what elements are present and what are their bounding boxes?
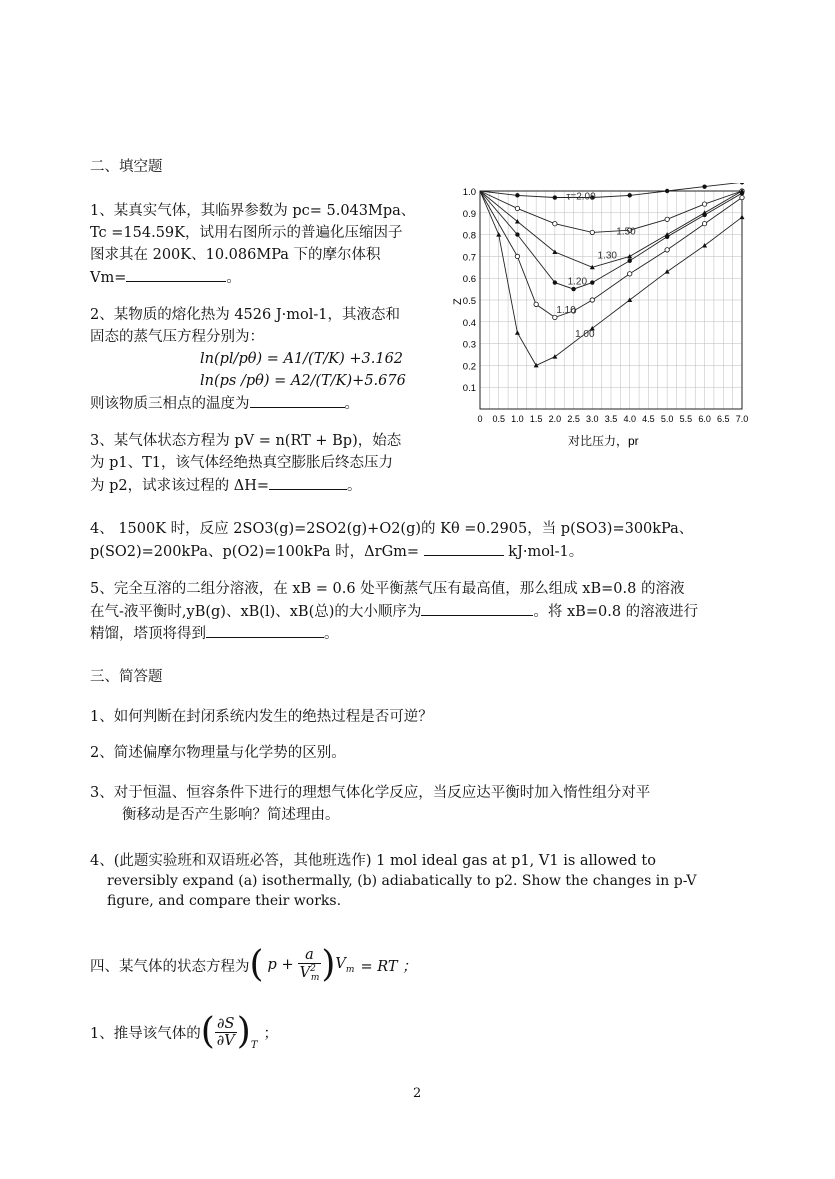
- curve-label: τ=2.00: [566, 191, 596, 203]
- x-tick-label: 0: [477, 414, 483, 424]
- x-tick-labels: [477, 414, 748, 424]
- q1-period: 。: [226, 270, 241, 286]
- eq-rhs: = RT ；: [360, 958, 417, 975]
- x-tick-label: 0.5: [492, 414, 505, 424]
- left-paren: (: [249, 944, 264, 985]
- short-answer-1: 1、如何判断在封闭系统内发生的绝热过程是否可逆？: [90, 709, 433, 725]
- q1-answer-blank[interactable]: [126, 267, 226, 282]
- short-answer-3-line2: 衡移动是否产生影响？简述理由。: [122, 807, 340, 823]
- data-point: [702, 213, 706, 217]
- q2-answer-blank[interactable]: [250, 393, 345, 408]
- right-paren: ): [236, 1011, 251, 1052]
- data-point: [515, 254, 519, 258]
- q1-line3: 图求其在 200K、10.086MPa 下的摩尔体积: [90, 247, 381, 263]
- section-4-q1-prompt: 1、推导该气体的: [90, 1025, 201, 1042]
- left-paren: (: [200, 1011, 215, 1052]
- partial-denominator: ∂V: [216, 1032, 235, 1049]
- section-4-q1-end: ；: [263, 1025, 278, 1042]
- eq-numerator: a: [298, 947, 322, 964]
- curve-label: 1.00: [575, 329, 595, 341]
- q2-line1: 2、某物质的熔化热为 4526 J·mol-1，其液态和: [90, 307, 401, 323]
- short-answer-4-line1: 4、(此题实验班和双语班必答，其他班选作) 1 mol ideal gas at p1, V1 is allowed to: [90, 853, 656, 869]
- q3-answer-blank[interactable]: [269, 475, 347, 490]
- data-point: [553, 222, 557, 226]
- data-point: [628, 272, 632, 276]
- q3-period: 。: [347, 478, 362, 494]
- x-tick-label: 5.0: [660, 414, 674, 424]
- q4-prompt: p(SO2)=200kPa、p(O2)=100kPa 时，ΔrGm=: [90, 544, 420, 560]
- data-point: [740, 195, 744, 199]
- x-tick-label: 3.5: [604, 414, 618, 424]
- q2-equation-liquid: ln(pl/pθ) = A1/(T/K) +3.162: [200, 351, 404, 367]
- y-tick-label: 1.0: [462, 187, 476, 198]
- data-point: [553, 195, 557, 199]
- q2-period: 。: [344, 396, 359, 412]
- q5-prompt2: 精馏，塔顶将得到: [90, 626, 206, 642]
- x-axis-label: 对比压力，pr: [568, 434, 639, 448]
- q5-line2: [90, 601, 698, 623]
- data-point: [515, 232, 519, 236]
- q3-line3: [90, 475, 362, 497]
- x-tick-label: 5.5: [679, 414, 693, 424]
- chart-curves: [480, 183, 745, 367]
- q5-mid: 。将 xB=0.8 的溶液进行: [533, 604, 699, 620]
- partial-numerator: ∂S: [215, 1016, 237, 1033]
- eq-vm: $V_m$: [335, 955, 355, 975]
- section-2-heading: 二、填空题: [90, 159, 163, 175]
- data-point: [515, 330, 520, 335]
- curve-label: 1.20: [567, 276, 588, 288]
- data-point: [590, 230, 594, 234]
- data-point: [628, 259, 632, 263]
- data-point: [515, 193, 519, 197]
- q5-prompt1: 在气-液平衡时,yB(g)、xB(l)、xB(总)的大小顺序为: [90, 604, 422, 620]
- data-point: [515, 206, 519, 210]
- q1-line2: Tc =154.59K，试用右图所示的普遍化压缩因子: [90, 225, 403, 241]
- data-point: [702, 184, 706, 188]
- x-tick-label: 2.5: [567, 414, 580, 424]
- eq-fraction: [298, 947, 322, 984]
- q5-line3: [90, 623, 339, 645]
- q2-line3: [90, 393, 359, 415]
- data-point: [627, 254, 632, 259]
- q3-prompt: 为 p2，试求该过程的 ΔH=: [90, 478, 269, 494]
- curve-label: 1.10: [556, 305, 576, 317]
- y-tick-label: 0.4: [462, 317, 476, 329]
- y-tick-label: 0.2: [462, 361, 476, 373]
- q5-answer-blank1[interactable]: [421, 601, 533, 616]
- data-point: [590, 298, 594, 302]
- y-tick-label: 0.3: [462, 339, 476, 351]
- q4-line2: [90, 541, 583, 563]
- x-tick-label: 1.0: [511, 414, 524, 424]
- section-3-heading: 三、简答题: [90, 669, 163, 685]
- short-answer-3-line1: 3、对于恒温、恒容条件下进行的理想气体化学反应，当反应达平衡时加入惰性组分对平: [90, 785, 651, 801]
- partial-derivative: [215, 1016, 237, 1049]
- data-point: [590, 280, 594, 284]
- curve-label: 1.30: [597, 250, 617, 262]
- data-point: [665, 269, 670, 274]
- short-answer-4-line3: figure, and compare their works.: [107, 893, 342, 909]
- y-tick-label: 0.6: [462, 274, 476, 286]
- y-tick-label: 0.5: [462, 296, 476, 307]
- y-tick-label: 0.8: [462, 230, 476, 242]
- section-4-heading: 四、某气体的状态方程为: [90, 958, 250, 975]
- short-answer-4-line2: reversibly expand (a) isothermally, (b) adiabatically to p2. Show the changes in p-V: [107, 873, 697, 889]
- q4-line1: 4、 1500K 时，反应 2SO3(g)=2SO2(g)+O2(g)的 Kθ =0.2905，当 p(SO3)=300kPa、: [90, 521, 694, 537]
- data-point: [740, 215, 745, 220]
- data-point: [665, 217, 669, 221]
- data-point: [553, 280, 557, 284]
- data-point: [534, 302, 538, 306]
- page-number: 2: [413, 1086, 422, 1101]
- x-tick-label: 4.0: [623, 414, 636, 424]
- section-4-line: [90, 935, 417, 995]
- data-point: [702, 202, 706, 206]
- y-tick-label: 0.9: [462, 208, 476, 220]
- data-point: [740, 183, 744, 184]
- x-tick-label: 2.0: [548, 414, 562, 424]
- q1-line1: 1、某真实气体，其临界参数为 pc= 5.043Mpa、: [90, 203, 416, 219]
- q5-answer-blank2[interactable]: [206, 623, 324, 638]
- q2-line2: 固态的蒸气压方程分别为：: [90, 329, 264, 345]
- q4-answer-blank[interactable]: [424, 541, 504, 556]
- x-tick-label: 6.0: [698, 414, 711, 424]
- compressibility-chart: [450, 183, 755, 453]
- partial-subscript: T: [250, 1039, 258, 1051]
- eq-p-term: p +: [267, 957, 294, 973]
- data-point: [665, 248, 669, 252]
- data-point: [628, 193, 632, 197]
- data-point: [665, 235, 669, 239]
- y-tick-label: 0.7: [462, 252, 476, 264]
- curve-label: 1.50: [616, 226, 636, 238]
- y-tick-labels: [463, 187, 476, 394]
- q5-period: 。: [324, 626, 339, 642]
- y-tick-label: 0.1: [462, 383, 476, 395]
- section-4-q1: [90, 1002, 278, 1062]
- q5-line1: 5、完全互溶的二组分溶液，在 xB = 0.6 处平衡蒸气压有最高值，那么组成 xB=0.8 的溶液: [90, 581, 685, 597]
- x-tick-label: 7.0: [735, 414, 749, 424]
- x-tick-label: 6.5: [717, 414, 730, 424]
- q2-equation-solid: ln(ps /pθ) = A2/(T/K)+5.676: [200, 373, 406, 389]
- q3-line1: 3、某气体状态方程为 pV = n(RT + Bp)，始态: [90, 433, 402, 449]
- q4-unit: kJ·mol-1。: [508, 544, 584, 560]
- q3-line2: 为 p1、T1，该气体经绝热真空膨胀后终态压力: [90, 455, 394, 471]
- x-tick-label: 3.0: [586, 414, 599, 424]
- q2-prompt: 则该物质三相点的温度为: [90, 396, 250, 412]
- eq-denominator: $V^2_m$: [299, 963, 320, 984]
- data-point: [702, 222, 706, 226]
- right-paren: ): [321, 944, 336, 985]
- x-tick-label: 1.5: [529, 414, 543, 424]
- y-axis-label: Z: [452, 298, 464, 305]
- q1-vm-label: Vm=: [90, 270, 127, 286]
- data-point: [740, 191, 744, 195]
- x-tick-label: 4.5: [642, 414, 655, 424]
- short-answer-2: 2、简述偏摩尔物理量与化学势的区别。: [90, 745, 346, 761]
- data-point: [665, 189, 669, 193]
- q1-line4: [90, 267, 241, 289]
